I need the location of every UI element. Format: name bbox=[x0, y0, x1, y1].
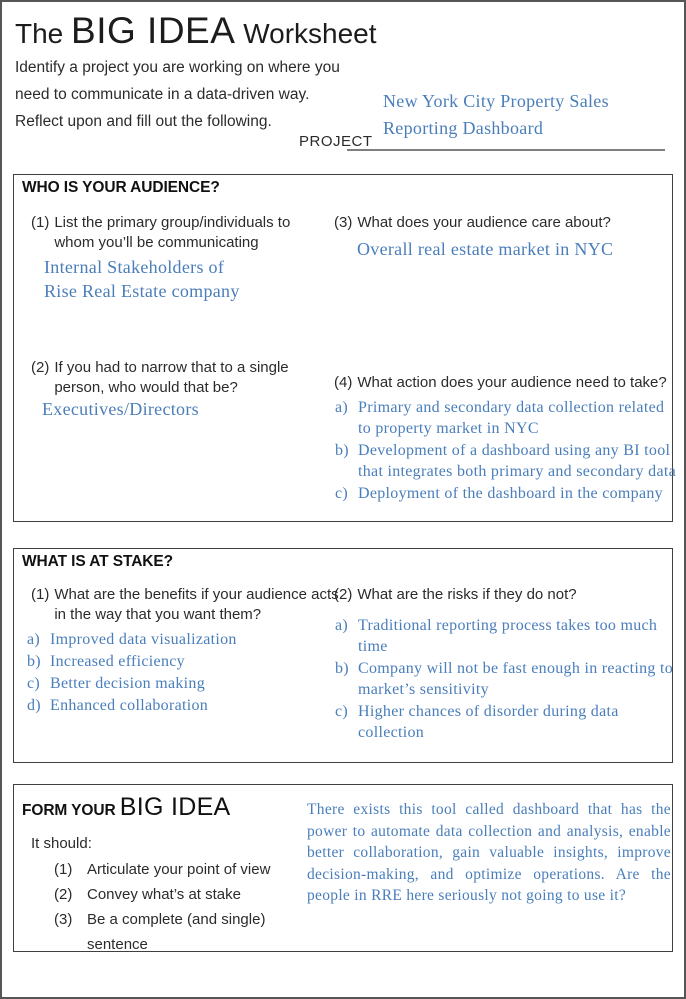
list-item bbox=[335, 483, 677, 504]
item-text: Improved data visualization bbox=[50, 631, 237, 648]
project-label: PROJECT bbox=[299, 133, 373, 150]
item-text: Increased efficiency bbox=[50, 653, 185, 670]
audience-question-3 bbox=[334, 213, 668, 233]
list-item bbox=[54, 907, 304, 957]
heading-big: BIG IDEA bbox=[119, 793, 231, 821]
question-number: (3) bbox=[334, 214, 353, 231]
question-text: What does your audience care about? bbox=[357, 214, 611, 231]
item-letter: b) bbox=[27, 653, 41, 670]
stake-question-1 bbox=[31, 585, 339, 625]
title-big-idea: BIG IDEA bbox=[71, 10, 236, 51]
list-item bbox=[335, 658, 680, 700]
list-item bbox=[54, 882, 304, 907]
page-title bbox=[15, 10, 377, 52]
item-text: Be a complete (and single) sentence bbox=[87, 911, 266, 953]
question-text: If you had to narrow that to a single person, who would that be? bbox=[54, 359, 289, 396]
question-text: What are the benefits if your audience acts in the way that you want them? bbox=[54, 586, 339, 623]
question-number: (4) bbox=[334, 374, 353, 391]
stake-heading: WHAT IS AT STAKE? bbox=[22, 553, 173, 570]
audience-question-4 bbox=[334, 373, 674, 393]
item-letter: b) bbox=[335, 442, 349, 459]
project-value-line2: Reporting Dashboard bbox=[383, 118, 544, 138]
big-idea-heading bbox=[22, 793, 231, 822]
list-item bbox=[54, 857, 304, 882]
list-item bbox=[27, 629, 329, 650]
audience-question-2 bbox=[31, 358, 337, 398]
question-number: (1) bbox=[31, 214, 50, 231]
item-letter: c) bbox=[335, 703, 349, 720]
question-text: What are the risks if they do not? bbox=[357, 586, 577, 603]
item-letter: a) bbox=[335, 617, 349, 634]
item-letter: d) bbox=[27, 697, 41, 714]
list-item bbox=[335, 615, 680, 657]
item-text: Primary and secondary data collection related to property market in NYC bbox=[358, 399, 665, 437]
question-number: (2) bbox=[334, 586, 353, 603]
question-number: (1) bbox=[31, 586, 50, 603]
title-suffix: Worksheet bbox=[243, 18, 377, 49]
item-text: Traditional reporting process takes too much time bbox=[358, 617, 658, 655]
item-number: (3) bbox=[54, 911, 73, 928]
risks-list bbox=[335, 615, 680, 744]
big-idea-intro: It should: bbox=[31, 835, 92, 852]
item-text: Enhanced collaboration bbox=[50, 697, 209, 714]
item-text: Better decision making bbox=[50, 675, 206, 692]
question-text: List the primary group/individuals to whom you’ll be communicating bbox=[54, 214, 291, 251]
list-item bbox=[335, 701, 680, 743]
list-item bbox=[335, 397, 677, 439]
benefits-list bbox=[27, 629, 329, 717]
item-text: Higher chances of disorder during data collection bbox=[358, 703, 619, 741]
big-idea-answer: There exists this tool called dashboard that has the power to automate data collection and analysis, enable better collaboration, gain valuable insights, improve decision-making, and optimize operations. Are the people in RRE here seriously not going to use it? bbox=[307, 801, 671, 904]
heading-small: FORM YOUR bbox=[22, 802, 116, 819]
item-number: (1) bbox=[54, 861, 73, 878]
project-value-line1: New York City Property Sales bbox=[383, 91, 609, 111]
audience-answer-3: Overall real estate market in NYC bbox=[357, 239, 614, 259]
audience-answer-1 bbox=[44, 255, 240, 303]
big-idea-criteria-list bbox=[54, 857, 304, 957]
list-item bbox=[27, 695, 329, 716]
item-letter: a) bbox=[27, 631, 41, 648]
audience-answer-2: Executives/Directors bbox=[42, 399, 199, 419]
list-item bbox=[27, 673, 329, 694]
audience-answer-4-list bbox=[335, 397, 677, 505]
stake-section bbox=[13, 548, 673, 763]
project-value bbox=[383, 88, 609, 142]
item-letter: c) bbox=[335, 485, 349, 502]
audience-section bbox=[13, 174, 676, 522]
list-item bbox=[27, 651, 329, 672]
item-text: Deployment of the dashboard in the company bbox=[358, 485, 663, 502]
stake-question-2 bbox=[334, 585, 664, 605]
item-letter: a) bbox=[335, 399, 349, 416]
intro-text: Identify a project you are working on where you need to communicate in a data-driven way. Reflect upon and fill out the following. bbox=[15, 59, 340, 130]
item-text: Company will not be fast enough in reacting to market’s sensitivity bbox=[358, 660, 674, 698]
item-text: Articulate your point of view bbox=[87, 861, 271, 878]
question-number: (2) bbox=[31, 359, 50, 376]
big-idea-section bbox=[13, 784, 673, 952]
item-letter: b) bbox=[335, 660, 349, 677]
item-text: Development of a dashboard using any BI tool that integrates both primary and secondary data bbox=[358, 442, 676, 480]
answer-line: Internal Stakeholders of bbox=[44, 257, 225, 277]
answer-line: Rise Real Estate company bbox=[44, 281, 240, 301]
item-text: Convey what’s at stake bbox=[87, 886, 241, 903]
item-letter: c) bbox=[27, 675, 41, 692]
question-text: What action does your audience need to take? bbox=[357, 374, 667, 391]
list-item bbox=[335, 440, 677, 482]
audience-heading: WHO IS YOUR AUDIENCE? bbox=[22, 179, 220, 196]
item-number: (2) bbox=[54, 886, 73, 903]
audience-question-1 bbox=[31, 213, 333, 253]
title-prefix: The bbox=[15, 18, 64, 49]
